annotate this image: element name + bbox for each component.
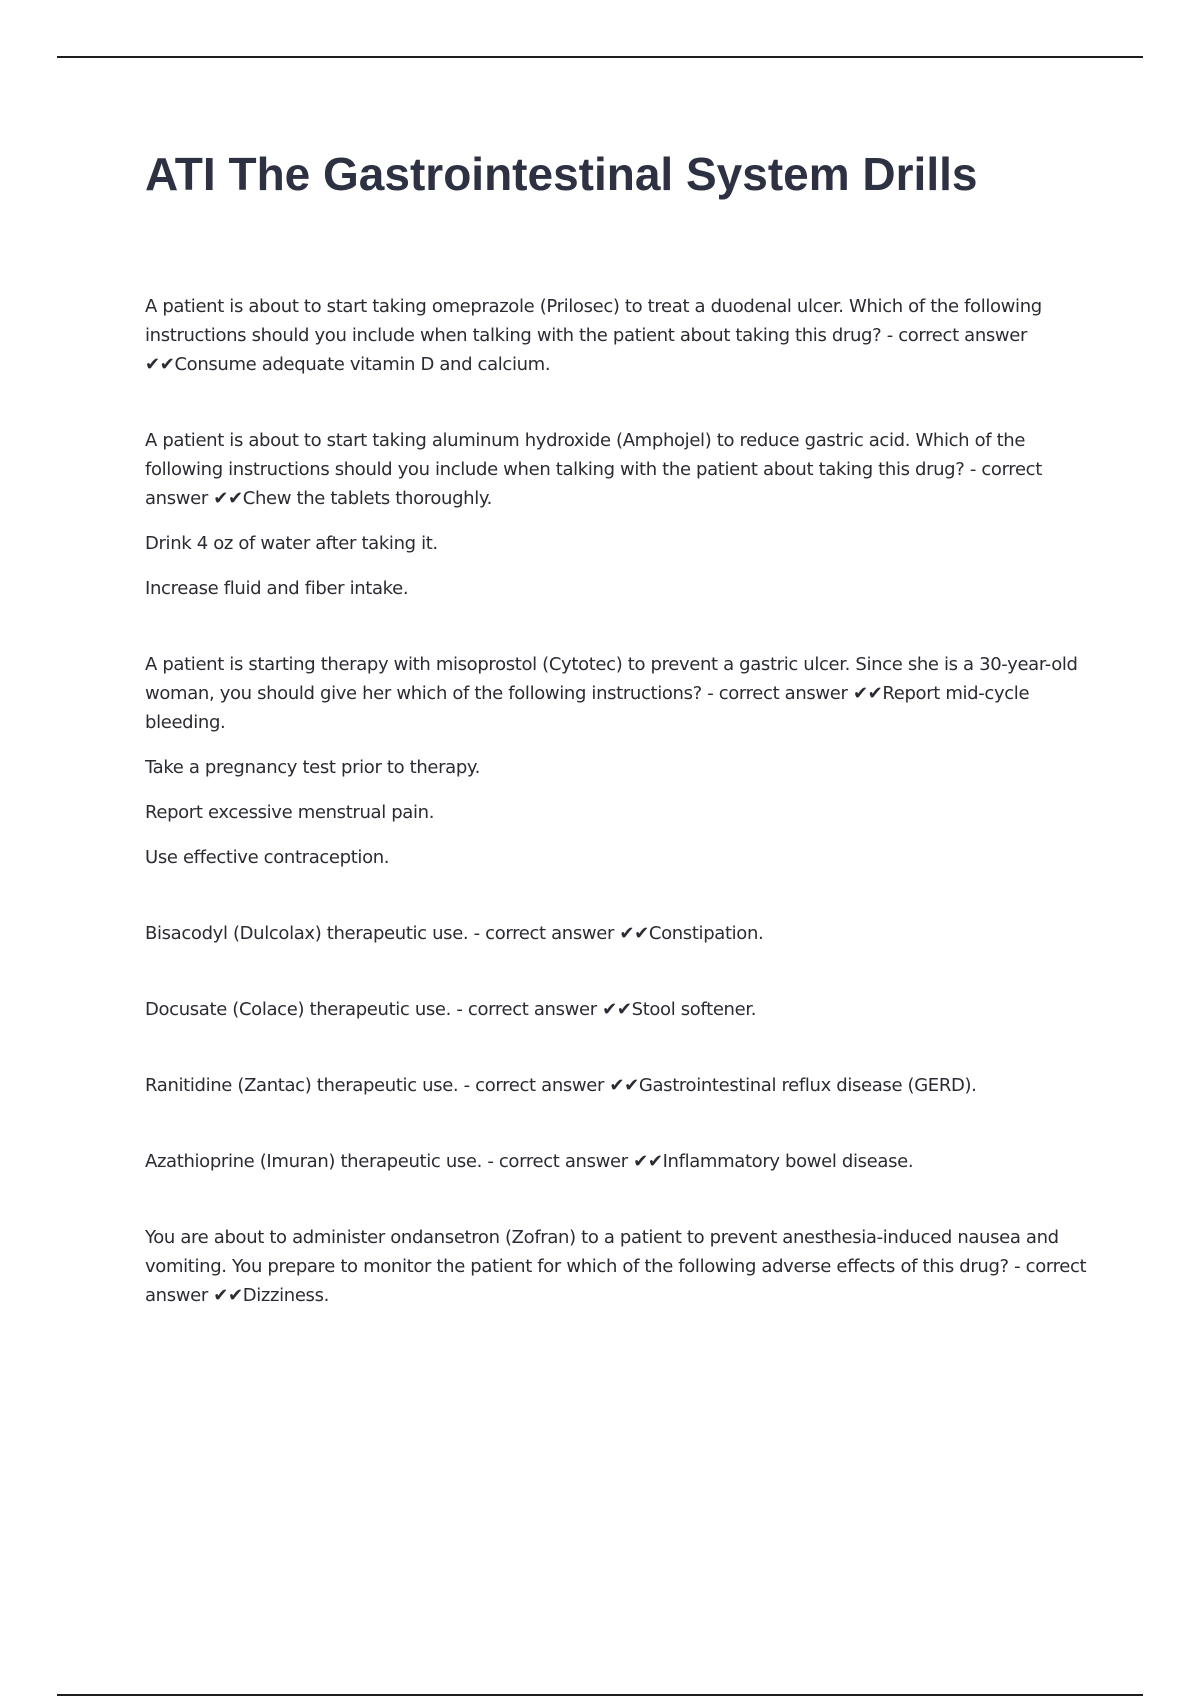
qa-additional-answer: Report excessive menstrual pain. [145,802,435,823]
qa-list [145,292,1095,1357]
qa-item [145,650,1095,872]
qa-question-answer: A patient is about to start taking aluminum hydroxide (Amphojel) to reduce gastric acid. Which of the following instructions should you include when talking with the patient about taking this drug? - correct answer ✔✔Chew the tablets thoroughly. [145,430,1042,509]
top-divider [57,56,1143,58]
qa-item [145,995,1095,1024]
qa-question-answer: You are about to administer ondansetron (Zofran) to a patient to prevent anesthesia-induced nausea and vomiting. You prepare to monitor the patient for which of the following adverse effects of this drug? - correct answer ✔✔Dizziness. [145,1227,1087,1306]
qa-question-answer: Docusate (Colace) therapeutic use. - correct answer ✔✔Stool softener. [145,999,757,1020]
qa-item [145,292,1095,379]
qa-item [145,1147,1095,1176]
qa-item [145,426,1095,603]
qa-question-answer: A patient is starting therapy with misoprostol (Cytotec) to prevent a gastric ulcer. Since she is a 30-year-old woman, you should give her which of the following instructions? - correct answer ✔✔Report mid-cycle bleeding. [145,654,1078,733]
qa-item [145,1223,1095,1310]
bottom-divider [57,1694,1143,1696]
document-title: ATI The Gastrointestinal System Drills [145,148,978,200]
qa-item [145,919,1095,948]
qa-additional-answer: Use effective contraception. [145,847,390,868]
qa-question-answer: A patient is about to start taking omeprazole (Prilosec) to treat a duodenal ulcer. Which of the following instructions should you include when talking with the patient about taking this drug? - correct answer ✔✔Consume adequate vitamin D and calcium. [145,296,1042,375]
qa-question-answer: Ranitidine (Zantac) therapeutic use. - correct answer ✔✔Gastrointestinal reflux disease (GERD). [145,1075,977,1096]
qa-additional-answer: Take a pregnancy test prior to therapy. [145,757,481,778]
qa-additional-answer: Drink 4 oz of water after taking it. [145,533,438,554]
qa-question-answer: Azathioprine (Imuran) therapeutic use. - correct answer ✔✔Inflammatory bowel disease. [145,1151,914,1172]
qa-question-answer: Bisacodyl (Dulcolax) therapeutic use. - correct answer ✔✔Constipation. [145,923,764,944]
qa-item [145,1071,1095,1100]
qa-additional-answer: Increase fluid and fiber intake. [145,578,409,599]
